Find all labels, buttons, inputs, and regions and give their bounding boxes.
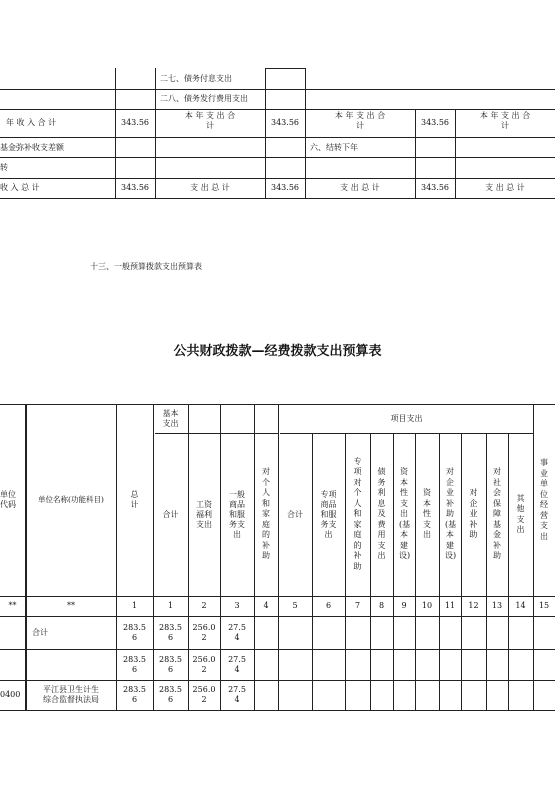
cell-wages: 256.0 2 <box>192 622 216 642</box>
income-total-label: 收 入 总 计 <box>0 183 40 192</box>
header-project-total: 合计 <box>287 509 303 519</box>
annual-expense-label-2: 本 年 支 出 合 计 <box>334 111 386 130</box>
index-cell: 2 <box>201 601 207 610</box>
cell-basic-total: 283.5 6 <box>159 654 182 674</box>
cell-wages: 256.0 2 <box>192 654 216 674</box>
grid-line <box>0 710 555 711</box>
expense-total-label-3: 支 出 总 计 <box>485 183 525 192</box>
cell-code <box>0 616 25 649</box>
grid-line <box>0 198 555 199</box>
header-project: 项目支出 <box>390 413 423 423</box>
header-social-fund-cell <box>486 433 508 596</box>
header-basic-total: 合计 <box>162 509 179 519</box>
grid-line <box>0 89 555 90</box>
fund-balance-label: 基金弥补收支差额 <box>0 143 64 152</box>
header-household-cell <box>254 433 278 596</box>
index-cell: 4 <box>263 601 269 610</box>
grid-line <box>0 137 555 138</box>
cell-basic-total: 283.5 6 <box>159 685 182 704</box>
index-cell: 6 <box>325 601 332 610</box>
cell-goods: 27.5 4 <box>228 622 246 642</box>
annual-expense-label: 本 年 支 出 合 计 <box>184 111 236 130</box>
expense-total-value-2: 343.56 <box>421 183 449 192</box>
annual-expense-value: 343.56 <box>271 118 299 127</box>
transfer-label: 转 <box>0 163 8 172</box>
header-total: 总 计 <box>130 490 139 509</box>
header-basic: 基本 支出 <box>162 408 179 428</box>
header-other: 其他支出 <box>516 493 525 534</box>
grid-line <box>0 109 555 110</box>
cell-total: 283.5 6 <box>123 622 146 642</box>
header-goods: 一般 商品 和服 务支 出 <box>229 489 245 539</box>
annual-expense-value-2: 343.56 <box>421 118 449 127</box>
index-cell: 10 <box>421 601 433 610</box>
cell-basic-total: 283.5 6 <box>159 622 182 642</box>
index-cell: 7 <box>354 601 361 610</box>
expense-total-value: 343.56 <box>271 183 299 192</box>
index-cell: 9 <box>401 601 407 610</box>
header-capital-build-cell <box>393 433 415 596</box>
header-enterprise-subsidy-build: 对企业补助(基本建设) <box>445 467 457 561</box>
header-project-goods: 专项 商品 和服 务支 出 <box>320 489 337 539</box>
index-cell: 13 <box>491 601 503 610</box>
index-cell: ** <box>8 601 17 610</box>
grid-line <box>305 68 306 198</box>
document-title: 公共财政拨款—经费拨款支出预算表 <box>173 344 382 359</box>
annual-income-label: 年 收 入 合 计 <box>6 118 57 127</box>
index-cell: 8 <box>378 601 385 610</box>
expense-total-label: 支 出 总 计 <box>190 183 230 192</box>
header-capital: 资本性支出 <box>423 488 431 540</box>
grid-line <box>265 68 266 198</box>
header-capital-cell <box>415 433 439 596</box>
cell-goods: 27.5 4 <box>228 685 246 704</box>
annual-expense-label-3: 本 年 支 出 合 计 <box>479 111 531 130</box>
index-cell: 5 <box>292 601 298 610</box>
header-unit-name: 单位名称(功能科目) <box>38 495 104 504</box>
cell-goods: 27.5 4 <box>228 654 246 674</box>
header-enterprise-cell <box>461 433 486 596</box>
cell-name: 平江县卫生计生 综合监督执法局 <box>43 685 99 704</box>
header-project-household: 专项对个人和家庭的补助 <box>353 456 362 571</box>
cell-wages: 256.0 2 <box>192 685 216 704</box>
header-business: 事业单位经营支出 <box>540 458 548 541</box>
section-label: 十三、一般预算拨款支出预算表 <box>90 262 202 271</box>
cell-code: 0400 <box>0 690 21 699</box>
row-label-issuance: 二八、债务发行费用支出 <box>160 94 248 103</box>
cell-name <box>26 649 116 680</box>
header-project-household-cell <box>345 433 370 596</box>
index-cell: 1 <box>131 601 138 610</box>
grid-line <box>155 68 156 198</box>
cell-total: 283.5 6 <box>123 685 146 704</box>
annual-income-value: 343.56 <box>121 118 149 127</box>
row-label-interest: 二七、债务付息支出 <box>160 74 232 83</box>
cell-code <box>0 649 25 680</box>
index-cell: 1 <box>167 601 174 610</box>
income-total-value: 343.56 <box>121 183 149 192</box>
cell-total: 283.5 6 <box>123 654 146 674</box>
index-cell: 12 <box>468 601 479 610</box>
header-social-fund: 对社会保障基金补助 <box>493 467 501 561</box>
header-enterprise-subsidy: 对企业补助 <box>469 488 478 540</box>
header-household: 对个人和家庭的补助 <box>262 467 270 561</box>
expense-total-label-2: 支 出 总 计 <box>340 183 380 192</box>
grid-line <box>0 157 555 158</box>
index-cell: 15 <box>538 601 550 610</box>
carry-forward-label: 六、结转下年 <box>310 143 358 152</box>
cell-name: 合计 <box>32 627 48 637</box>
header-capital-build: 资本性支出(基本建设) <box>399 467 411 561</box>
header-debt-cell <box>370 433 393 596</box>
grid-line <box>115 68 116 198</box>
header-business-cell <box>533 404 555 596</box>
grid-line <box>0 178 555 179</box>
header-wages: 工资 福利 支出 <box>196 499 212 529</box>
header-debt: 债务利息及费用支出 <box>377 467 386 561</box>
grid-line <box>265 68 305 69</box>
index-cell: 14 <box>515 601 526 610</box>
header-other-cell <box>508 433 533 596</box>
index-cell: 11 <box>444 601 456 610</box>
header-enterprise-build-cell <box>439 433 461 596</box>
index-cell: ** <box>67 601 75 610</box>
index-cell: 3 <box>234 601 240 610</box>
header-unit-code: 单位 代码 <box>0 490 16 509</box>
